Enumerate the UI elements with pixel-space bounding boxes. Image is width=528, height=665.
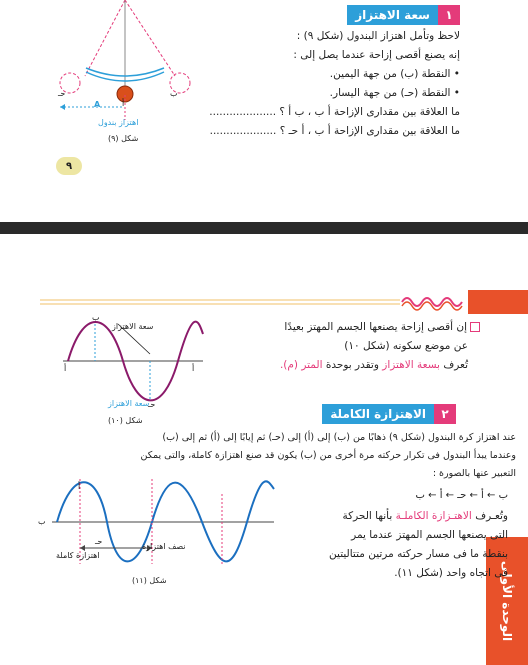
- fig10-title: سعة الاهتزاز: [108, 399, 150, 408]
- fig11-half-label: نصف اهتزازة: [142, 542, 186, 551]
- section-1-header: [347, 5, 460, 25]
- fig10-caption: شكل (١٠): [108, 416, 143, 425]
- intro-line-1: إن أقصى إزاحة يصنعها الجسم المهتز بعيدًا: [284, 321, 480, 333]
- definition-line-4: فى اتجاه واحد (شكل ١١).: [394, 567, 508, 579]
- section-2-para-3: التعبير عنها بالصورة :: [432, 468, 516, 479]
- section-1-title: سعة الاهتزاز: [347, 5, 438, 25]
- page-separator: [0, 222, 528, 234]
- definition-line-1: وتُعـرف الاهتـزازة الكاملـة بأنها الحركة: [342, 510, 508, 522]
- header-wave-decoration: [0, 286, 528, 316]
- definition-line-2: التى يصنعها الجسم المهتز عندما يمر: [351, 529, 508, 541]
- intro-line-3: تُعرف بسعة الاهتزاز وتقدر بوحدة المتر (م).: [279, 359, 468, 371]
- fig9-label: اهتزاز بندول: [98, 118, 139, 127]
- fig9-point-b: ب: [170, 89, 178, 98]
- motion-sequence: ب ← أ ← حـ ← أ ← ب: [415, 490, 508, 501]
- bottom-page: [0, 234, 528, 642]
- definition-line-3: بنقطة ما فى مسار حركته مرتين متتاليتين: [329, 548, 508, 560]
- section-1-line-1: لاحظ وتأمل اهتزاز البندول (شكل ٩) :: [296, 30, 460, 42]
- section-1-number: ١: [438, 5, 460, 25]
- fig10-point-b: ب: [92, 313, 100, 322]
- fig11-caption: شكل (١١): [132, 576, 167, 585]
- fig11-point-b: ب: [38, 517, 46, 526]
- section-2-header: [322, 404, 456, 424]
- fig11-point-a: أ: [78, 482, 81, 491]
- section-1-line-2: إنه يصنع أقصى إزاحة عندما يصل إلى :: [293, 49, 460, 61]
- checkbox-icon: [470, 322, 480, 332]
- section-1-question-2: ما العلاقة بين مقدارى الإزاحة أ ب ، أ حـ ؟ ....................: [209, 125, 460, 137]
- section-2-number: ٢: [434, 404, 456, 424]
- page-number: ٩: [56, 157, 82, 175]
- fig10-point-a: أ: [64, 364, 67, 373]
- fig10-amplitude-label: سعة الاهتزاز: [112, 322, 154, 331]
- fig9-point-c: حـ: [58, 89, 66, 98]
- section-2-para-2: وعندما يبدأ البندول فى تكرار حركته مرة أخرى من (ب) يكون قد صنع اهتزازة كاملة، والتى يمكن: [140, 450, 516, 461]
- fig9-point-a: أ: [122, 99, 125, 108]
- unit-side-tab-label: الوحدة الأولى: [500, 560, 514, 642]
- fig10-point-c: حـ: [148, 400, 156, 409]
- fig11-point-c: حـ: [95, 537, 103, 546]
- section-1-line-4: • النقطة (حـ) من جهة اليسار.: [329, 87, 460, 99]
- section-1-line-3: • النقطة (ب) من جهة اليمين.: [329, 68, 460, 80]
- section-1-question-1: ما العلاقة بين مقدارى الإزاحة أ ب ، ب أ ؟ ....................: [209, 106, 460, 118]
- intro-line-2: عن موضع سكونه (شكل ١٠): [344, 340, 468, 352]
- unit-term: المتر (م).: [279, 359, 323, 371]
- fig9-amplitude-mark: A: [94, 100, 101, 109]
- fig9-caption: شكل (٩): [108, 134, 139, 143]
- section-2-para-1: عند اهتزاز كرة البندول (شكل ٩) ذهابًا من (ب) إلى (أ) إلى (حـ) ثم إيابًا إلى (أ) ثم إلى (ب): [162, 432, 516, 443]
- fig11-full-label: اهتزازة كاملة: [56, 551, 100, 560]
- section-2-title: الاهتزازة الكاملة: [322, 404, 434, 424]
- pendulum-figure: [40, 0, 240, 160]
- top-page: [0, 0, 528, 222]
- fig10-point-a2: أ: [192, 364, 195, 373]
- amplitude-term: بسعة الاهتزاز: [382, 359, 440, 371]
- full-vibration-term: الاهتـزازة الكاملـة: [395, 510, 472, 522]
